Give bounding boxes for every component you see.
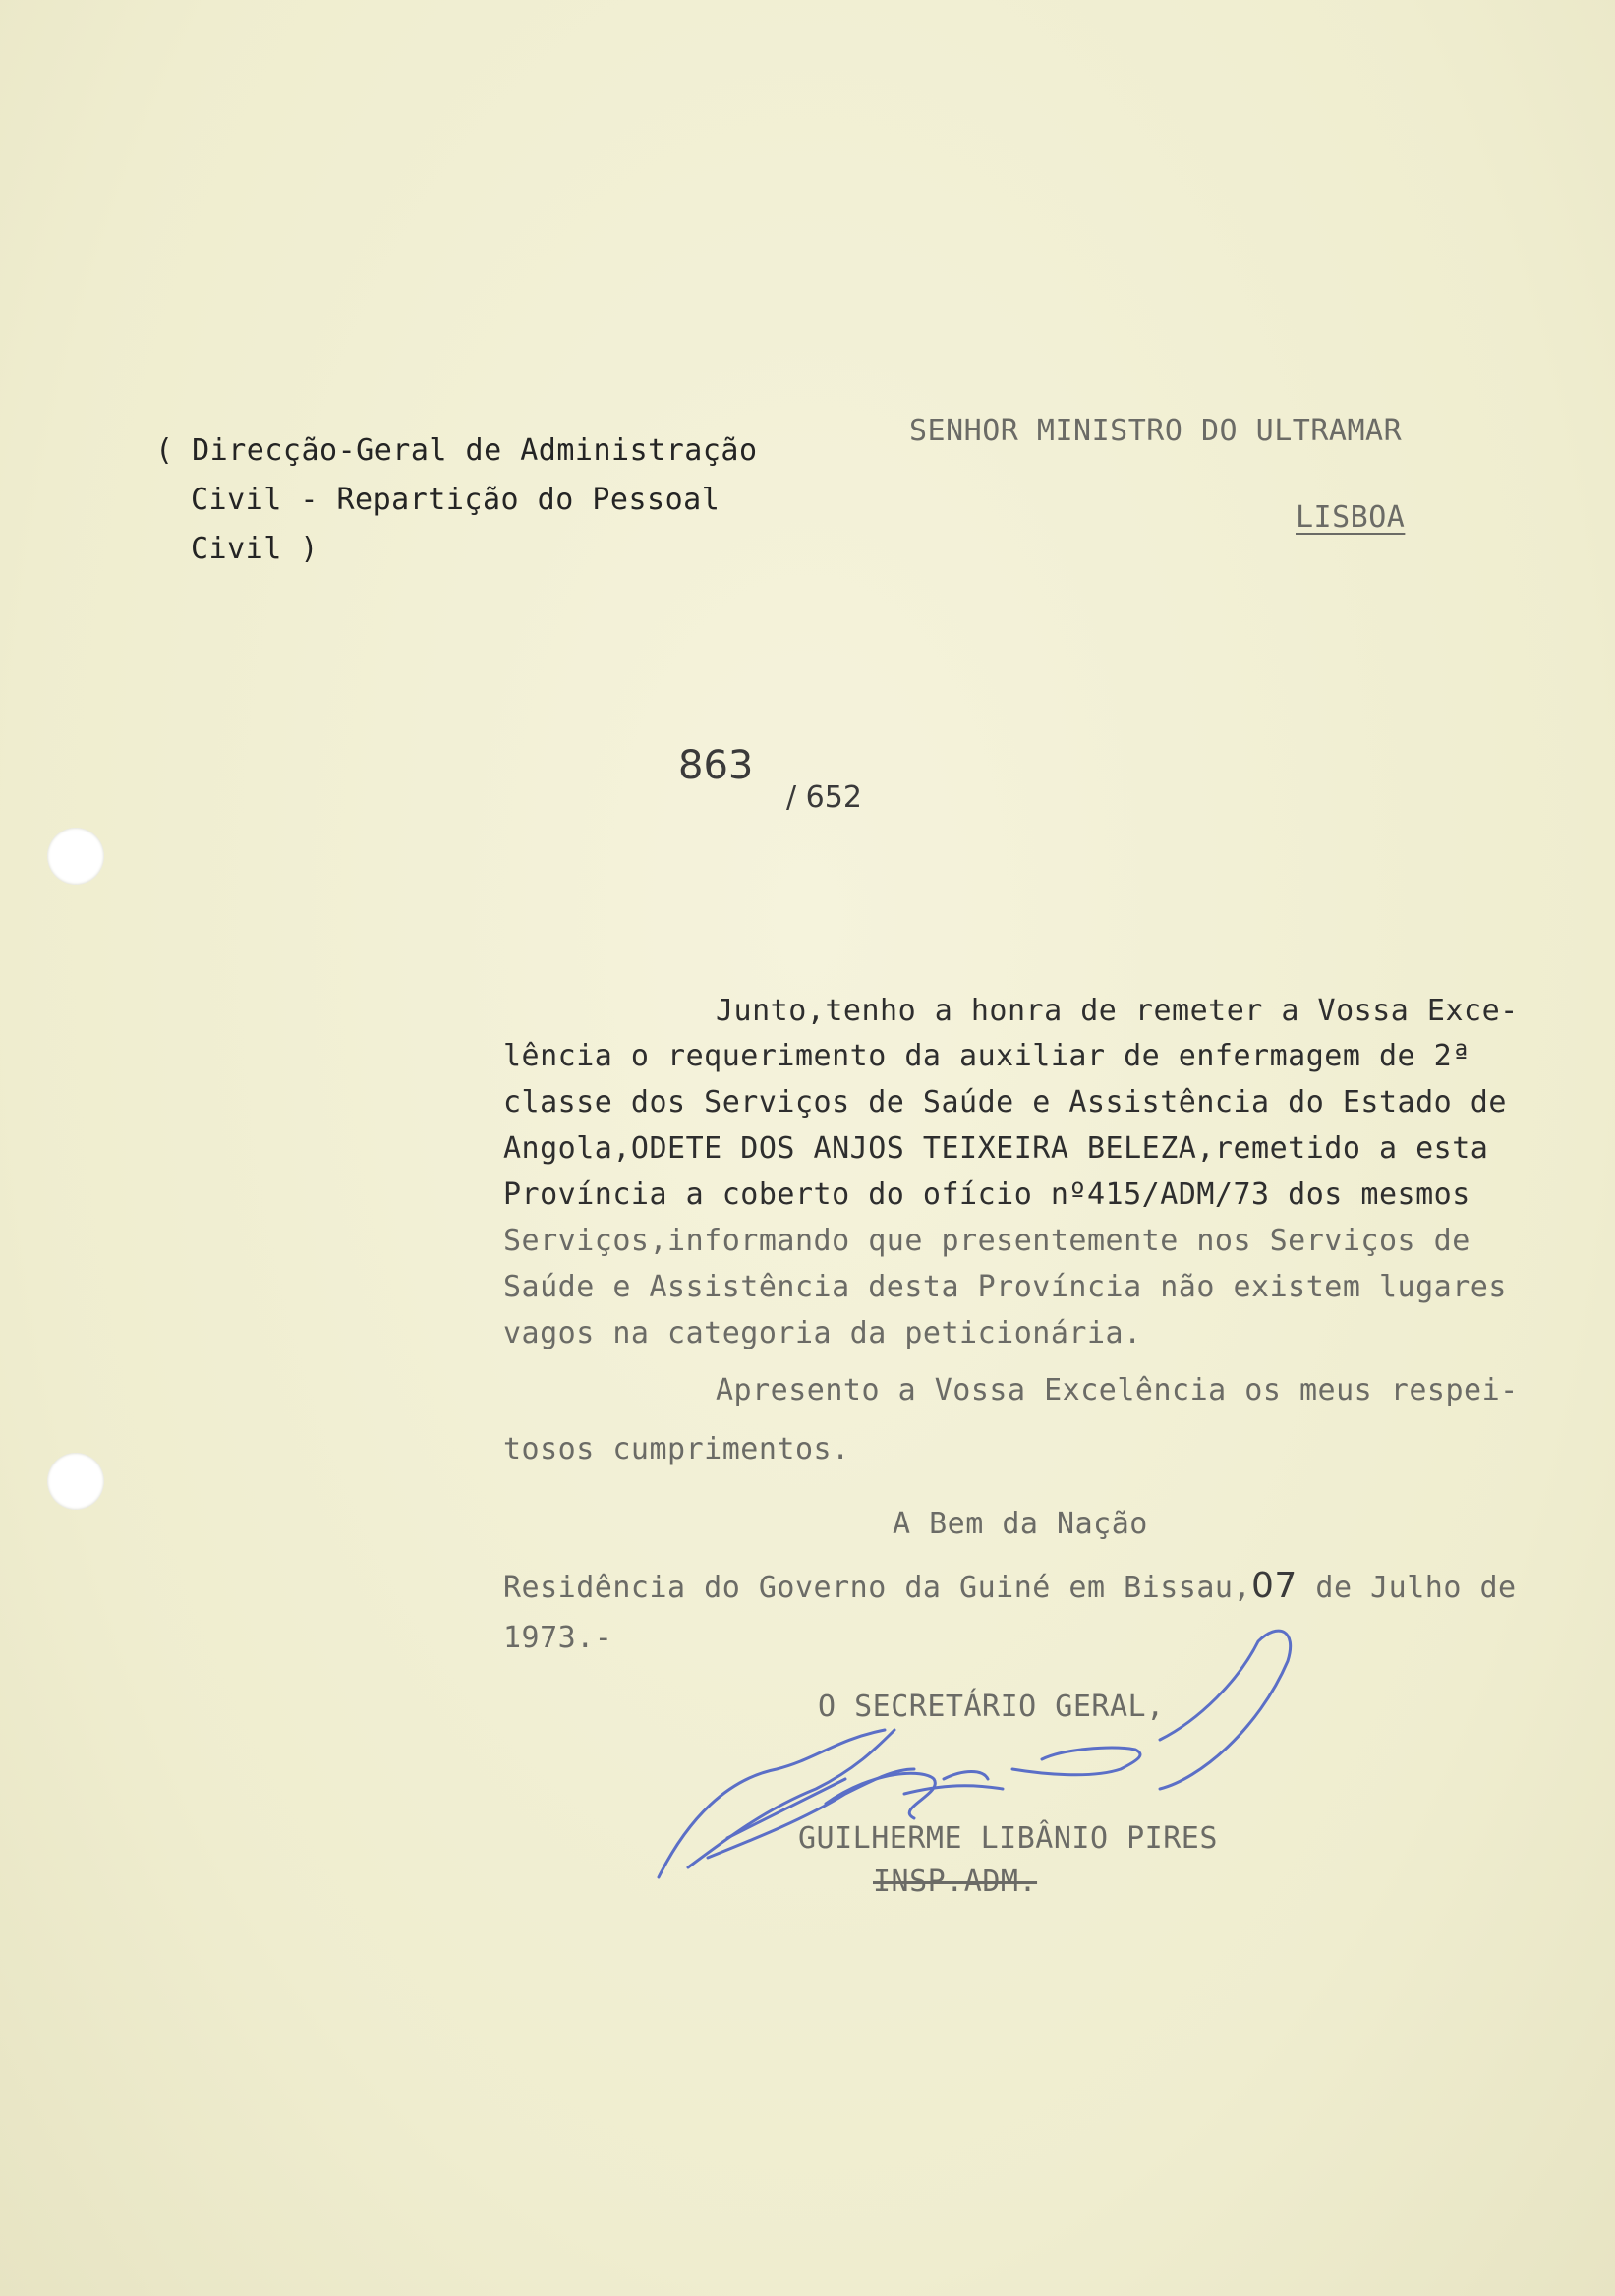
body-line-1: Junto,tenho a honra de remeter a Vossa Exce- <box>716 994 1519 1028</box>
addressee-city: LISBOA <box>1296 500 1406 535</box>
place-date-line-2: 1973.- <box>503 1621 613 1655</box>
body-line-3: classe dos Serviços de Saúde e Assistência do Estado de <box>503 1085 1507 1119</box>
punch-hole-bottom <box>47 1453 104 1510</box>
reference-line-3: Civil ) <box>191 532 318 566</box>
body-line-2: lência o requerimento da auxiliar de enfermagem de 2ª <box>503 1039 1471 1073</box>
body-line-7: Saúde e Assistência desta Província não existem lugares <box>503 1270 1507 1304</box>
salutation: A Bem da Nação <box>893 1507 1148 1541</box>
struck-title: INSP.ADM. <box>873 1865 1038 1899</box>
punch-hole-top <box>47 828 104 885</box>
body-line-4: Angola,ODETE DOS ANJOS TEIXEIRA BELEZA,remetido a esta <box>503 1131 1489 1166</box>
body-line-9: Apresento a Vossa Excelência os meus respei- <box>716 1373 1519 1407</box>
place-date-day: 07 <box>1251 1566 1298 1606</box>
body-line-5: Província a coberto do ofício nº415/ADM/73 dos mesmos <box>503 1177 1471 1212</box>
signatory-name: GUILHERME LIBÂNIO PIRES <box>798 1821 1218 1856</box>
place-date-suffix: de Julho de <box>1315 1571 1517 1605</box>
place-date-line-1 <box>503 1566 1517 1606</box>
body-line-8: vagos na categoria da peticionária. <box>503 1316 1142 1350</box>
body-line-6: Serviços,informando que presentemente nos Serviços de <box>503 1224 1471 1258</box>
reference-line-2: Civil - Repartição do Pessoal <box>191 483 721 517</box>
reference-number-sub: / 652 <box>786 780 862 815</box>
reference-line-1: ( Direcção-Geral de Administração <box>155 433 758 468</box>
body-line-10: tosos cumprimentos. <box>503 1432 850 1466</box>
addressee-title: SENHOR MINISTRO DO ULTRAMAR <box>909 414 1403 448</box>
reference-number: 863 <box>678 743 754 788</box>
signature-title: O SECRETÁRIO GERAL, <box>818 1690 1165 1724</box>
place-date-prefix: Residência do Governo da Guiné em Bissau, <box>503 1571 1252 1605</box>
handwritten-signature <box>649 1622 1376 1887</box>
